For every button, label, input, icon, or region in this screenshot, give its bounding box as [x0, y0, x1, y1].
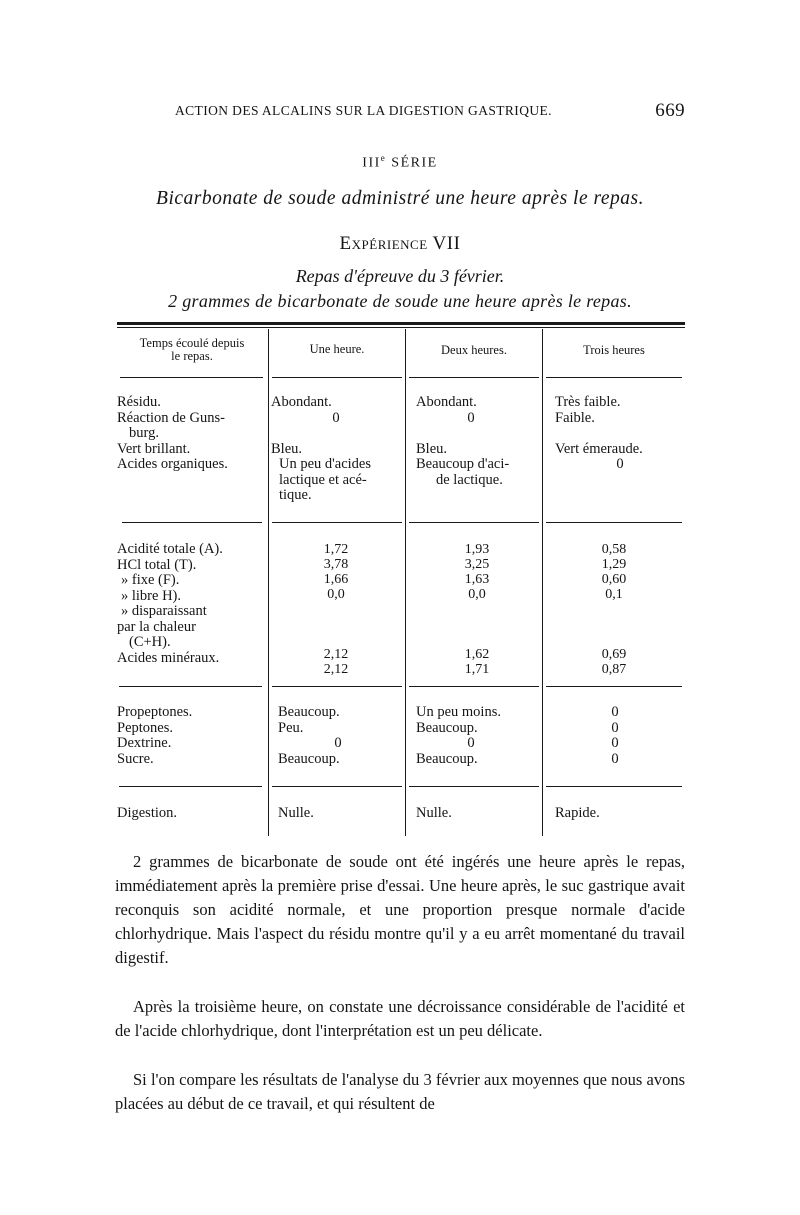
row-label-acidite-totale: Acidité totale (A). [117, 541, 223, 557]
cell-ch-1h: 2,12 [323, 647, 349, 662]
cell-residu-1h: Abondant. [271, 394, 332, 410]
column-divider-2 [405, 329, 406, 836]
cell-dextrine-3h: 0 [611, 735, 619, 751]
separator [119, 786, 262, 787]
cell-digestion-3h: Rapide. [555, 805, 600, 821]
separator [409, 522, 539, 523]
cell-peptones-1h: Peu. [278, 719, 304, 736]
table-header-col2: Deux heures. [441, 343, 507, 357]
dose-line: 2 grammes de bicarbonate de soude une heure après le repas. [168, 291, 632, 311]
section-subtitle: Bicarbonate de soude administré une heure après le repas. [156, 188, 644, 209]
separator [122, 522, 262, 523]
experience-heading: Expérience VII [339, 233, 461, 254]
separator [546, 377, 682, 378]
section1-labels [117, 395, 228, 473]
cell-mineraux-3h: 0,87 [601, 662, 627, 677]
separator [272, 686, 402, 687]
cell-hcl-3h: 1,29 [601, 557, 627, 572]
cell-acidite-1h: 1,72 [323, 542, 349, 557]
series-label: SÉRIE [391, 155, 438, 171]
separator [409, 377, 539, 378]
paragraph-1: 2 grammes de bicarbonate de soude ont été ingérés une heure après le repas, immédiatement après la première prise d'essai. Une heure après, le suc gastrique avait reconquis son acidité normale, et une proportion presque normale d'acide chlorhydrique. Mais l'aspect du résidu montre qu'il y a eu arrêt momentané du travail digestif. [115, 852, 685, 967]
row-label-chaleur: par la chaleur [117, 618, 196, 635]
row-label-vert-brillant: Vert brillant. [117, 440, 191, 457]
separator [409, 786, 539, 787]
separator [546, 786, 682, 787]
row-label-disparaissant: » disparaissant [121, 603, 207, 619]
row-label-acides-mineraux: Acides minéraux. [117, 649, 220, 666]
table-top-rule-thick [117, 322, 685, 325]
cell-vert-1h: Bleu. [271, 440, 303, 457]
section3-col2 [416, 705, 541, 767]
cell-ch-2h: 1,62 [464, 647, 490, 662]
separator [272, 377, 402, 378]
repas-line: Repas d'épreuve du 3 février. [295, 266, 505, 286]
row-label-c-h: (C+H). [129, 634, 171, 650]
row-label-gunsburg-cont: burg. [129, 425, 159, 441]
table-header-time-line2: le repas. [171, 349, 213, 363]
cell-sucre-2h: Beaucoup. [416, 750, 478, 767]
cell-spacer [574, 602, 654, 647]
cell-libre-3h: 0,1 [605, 587, 623, 602]
cell-acides-1h-line2: lactique et acé- [279, 471, 367, 488]
row-label-acides-organiques: Acides organiques. [117, 456, 228, 472]
cell-gunsburg-2h: 0 [467, 409, 475, 426]
row-label-sucre: Sucre. [117, 750, 154, 767]
column-divider-3 [542, 329, 543, 836]
section2-labels [117, 542, 223, 666]
cell-hcl-1h: 3,78 [323, 557, 349, 572]
cell-acides-3h: 0 [616, 456, 624, 472]
cell-sucre-1h: Beaucoup. [278, 750, 340, 767]
cell-fixe-1h: 1,66 [323, 572, 349, 587]
cell-vert-2h: Bleu. [416, 440, 448, 457]
row-label-residu: Résidu. [117, 394, 161, 410]
cell-sucre-3h: 0 [611, 750, 619, 767]
separator [272, 786, 402, 787]
section2-col1 [296, 542, 376, 677]
cell-vert-3h: Vert émeraude. [555, 440, 643, 457]
cell-libre-1h: 0,0 [327, 587, 345, 602]
cell-hcl-2h: 3,25 [464, 557, 490, 572]
cell-dextrine-1h: 0 [334, 735, 342, 751]
cell-propeptones-2h: Un peu moins. [416, 704, 501, 720]
page-number: 669 [655, 100, 685, 121]
cell-gunsburg-1h: 0 [332, 409, 340, 426]
cell-digestion-1h: Nulle. [278, 805, 314, 821]
separator [119, 686, 262, 687]
row-label-hcl-total: HCl total (T). [117, 556, 197, 573]
cell-spacer [437, 602, 517, 647]
cell-acides-2h-line1: Beaucoup d'aci- [416, 456, 510, 472]
row-label-peptones: Peptones. [117, 719, 173, 736]
cell-dextrine-2h: 0 [467, 735, 475, 751]
cell-acides-2h-line2: de lactique. [436, 471, 503, 488]
cell-propeptones-1h: Beaucoup. [278, 704, 340, 720]
paragraph-2: Après la troisième heure, on constate une décroissance considérable de l'acidité et de l'acide chlorhydrique, dont l'interprétation est un peu délicate. [115, 997, 685, 1040]
table-top-rule-thin [117, 327, 685, 328]
table-header-col3: Trois heures [583, 343, 645, 357]
cell-residu-3h: Très faible. [555, 394, 621, 410]
row-label-dextrine: Dextrine. [117, 735, 172, 751]
cell-spacer [416, 426, 541, 442]
cell-mineraux-1h: 2,12 [323, 662, 349, 677]
section1-col1 [271, 395, 403, 504]
cell-ch-3h: 0,69 [601, 647, 627, 662]
cell-peptones-3h: 0 [611, 719, 619, 736]
cell-spacer [296, 602, 376, 647]
separator [120, 377, 263, 378]
cell-propeptones-3h: 0 [611, 704, 619, 720]
paragraph-3: Si l'on compare les résultats de l'analyse du 3 février aux moyennes que nous avons placées au début de ce travail, et qui résultent de [115, 1070, 685, 1113]
cell-fixe-3h: 0,60 [601, 572, 627, 587]
separator [409, 686, 539, 687]
cell-gunsburg-3h: Faible. [555, 409, 595, 426]
cell-acides-1h-line3: tique. [279, 487, 312, 503]
row-label-digestion: Digestion. [117, 805, 178, 821]
cell-acidite-2h: 1,93 [464, 542, 490, 557]
cell-digestion-2h: Nulle. [416, 805, 452, 821]
row-label-fixe: » fixe (F). [121, 572, 180, 588]
series-heading [100, 153, 700, 172]
cell-mineraux-2h: 1,71 [464, 662, 490, 677]
table-header-time-line1: Temps écoulé depuis [139, 336, 245, 350]
cell-peptones-2h: Beaucoup. [416, 719, 478, 736]
row-label-propeptones: Propeptones. [117, 704, 193, 720]
section3-col3 [590, 705, 640, 767]
cell-spacer [555, 426, 685, 442]
section1-col2 [416, 395, 541, 488]
separator [546, 522, 682, 523]
column-divider-1 [268, 329, 269, 836]
row-label-libre: » libre H). [121, 587, 181, 604]
series-roman: III [362, 155, 381, 171]
table-header-col1: Une heure. [309, 342, 365, 356]
table-header-time [117, 337, 267, 363]
separator [546, 686, 682, 687]
section3-col1 [278, 705, 403, 767]
running-head-title: ACTION DES ALCALINS SUR LA DIGESTION GASTRIQUE. [175, 103, 552, 118]
section2-col3 [574, 542, 654, 677]
series-suffix: e [380, 153, 387, 163]
cell-acides-1h-line1: Un peu d'acides [279, 456, 371, 472]
separator [272, 522, 402, 523]
cell-libre-2h: 0,0 [468, 587, 486, 602]
cell-residu-2h: Abondant. [416, 394, 477, 410]
cell-acidite-3h: 0,58 [601, 542, 627, 557]
section2-col2 [437, 542, 517, 677]
section1-col3 [555, 395, 685, 473]
cell-fixe-2h: 1,63 [464, 572, 490, 587]
row-label-gunsburg: Réaction de Guns- [117, 409, 225, 426]
running-head [175, 100, 685, 124]
cell-spacer [271, 426, 403, 442]
section3-labels [117, 705, 192, 767]
